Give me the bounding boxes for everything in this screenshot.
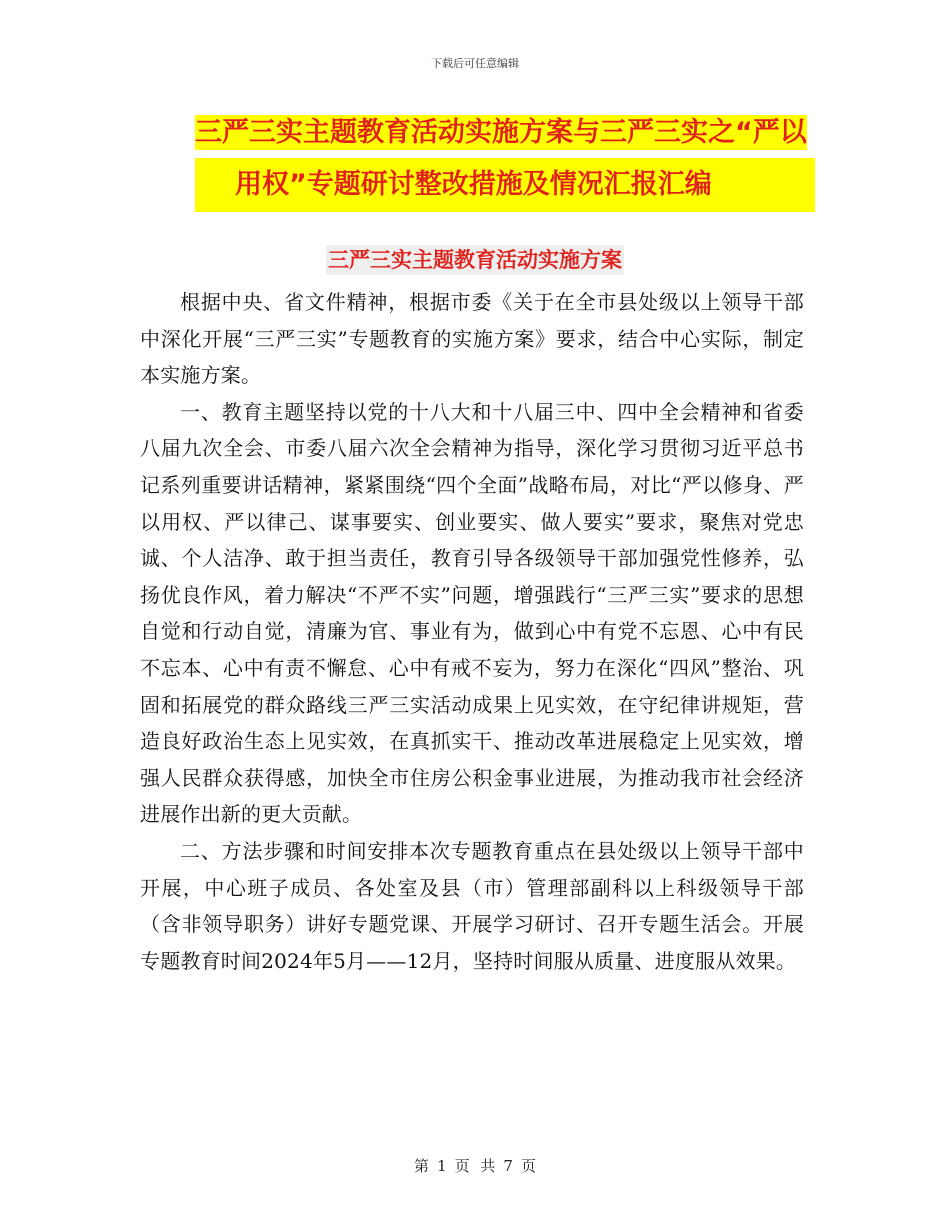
page-header-note: 下载后可任意编辑 [431, 57, 519, 70]
page-label-prefix: 第 [414, 1157, 430, 1175]
page-number: 1 [437, 1157, 447, 1175]
document-title-line-2-text: 用权”专题研讨整改措施及情况汇报汇编 [235, 169, 712, 200]
body-paragraph-methods-schedule: 二、方法步骤和时间安排本次专题教育重点在县处级以上领导干部中开展，中心班子成员、各处室及县（市）管理部副科以上科级领导干部（含非领导职务）讲好专题党课、开展学习研讨、召开专题生活会。开展专题教育时间2024年5月——12月，坚持时间服从质量、进度服从效果。 [140, 838, 804, 973]
document-body [140, 284, 804, 979]
document-title [195, 108, 815, 212]
body-paragraph-intro: 根据中央、省文件精神，根据市委《关于在全市县处级以上领导干部中深化开展“三严三实”专题教育的实施方案》要求，结合中心实际，制定本实施方案。 [140, 290, 804, 388]
page-label-suffix: 页 [520, 1157, 536, 1175]
body-paragraph-education-theme: 一、教育主题坚持以党的十八大和十八届三中、四中全会精神和省委八届九次全会、市委八届六次全会精神为指导，深化学习贯彻习近平总书记系列重要讲话精神，紧紧围绕“四个全面”战略布局，对比“严以修身、严以用权、严以律己、谋事要实、创业要实、做人要实”要求，聚焦对党忠诚、个人洁净、敢于担当责任，教育引导各级领导干部加强党性修养，弘扬优良作风，着力解决“不严不实”问题，增强践行“三严三实”要求的思想自觉和行动自觉，清廉为官、事业有为，做到心中有党不忘恩、心中有民不忘本、心中有责不懈怠、心中有戒不妄为，努力在深化“四风”整治、巩固和拓展党的群众路线三严三实活动成果上见实效，在守纪律讲规矩，营造良好政治生态上见实效，在真抓实干、推动改革进展稳定上见实效，增强人民群众获得感，加快全市住房公积金事业进展，为推动我市社会经济进展作出新的更大贡献。 [140, 399, 804, 827]
document-title-line-1: 三严三实主题教育活动实施方案与三严三实之“严以 [195, 117, 807, 148]
section-title-text: 三严三实主题教育活动实施方案 [326, 245, 624, 275]
page-total: 7 [503, 1157, 513, 1175]
section-title [0, 244, 950, 274]
document-title-line-2 [195, 158, 815, 212]
page-label-mid: 页 共 [454, 1157, 496, 1175]
page-footer [0, 1155, 950, 1176]
